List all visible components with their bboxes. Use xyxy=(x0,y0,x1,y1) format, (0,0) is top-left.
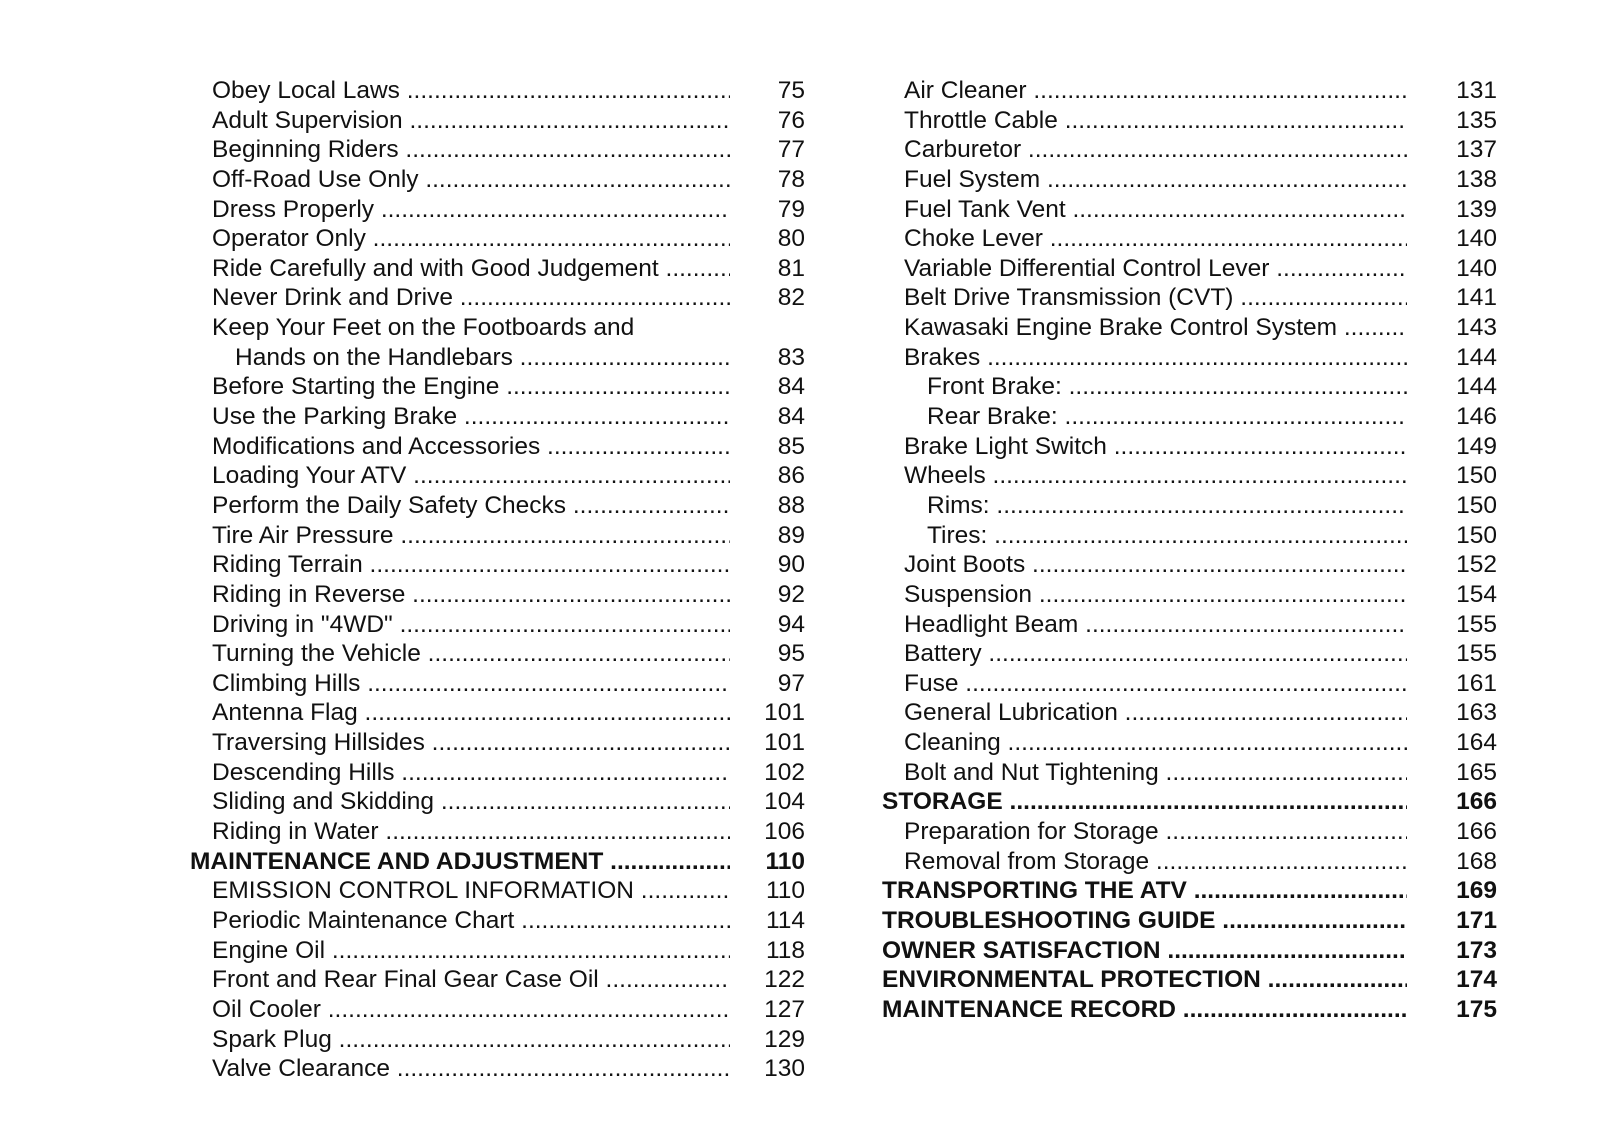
toc-right-column xyxy=(882,76,1497,1025)
toc-entry xyxy=(190,580,805,610)
toc-entry xyxy=(882,698,1497,728)
toc-entry-label: Adult Supervision ..... xyxy=(212,106,730,136)
toc-entry-page-number: 141 xyxy=(1456,284,1497,312)
toc-entry-label: Spark Plug ..... xyxy=(212,1025,730,1055)
toc-entry xyxy=(190,936,805,966)
toc-entry-label: Preparation for Storage ..... xyxy=(904,817,1407,847)
toc-entry-label: Brake Light Switch ..... xyxy=(904,432,1407,462)
toc-entry xyxy=(190,283,805,313)
toc-entry-page-number: 175 xyxy=(1456,995,1497,1023)
toc-entry-label: Fuse ..... xyxy=(904,669,1407,699)
toc-entry-label: Cleaning ..... xyxy=(904,728,1407,758)
toc-entry xyxy=(882,165,1497,195)
toc-entry-label: Never Drink and Drive ..... xyxy=(212,283,730,313)
toc-entry-label: Removal from Storage ..... xyxy=(904,847,1407,877)
toc-entry xyxy=(190,521,805,551)
toc-entry-page-number: 104 xyxy=(764,788,805,816)
toc-entry xyxy=(190,639,805,669)
toc-entry-page-number: 97 xyxy=(777,669,805,697)
toc-entry-label: Belt Drive Transmission (CVT) ..... xyxy=(904,283,1407,313)
toc-entry-page-number: 152 xyxy=(1456,551,1497,579)
toc-entry-label: Modifications and Accessories ..... xyxy=(212,432,730,462)
toc-entry-page-number: 92 xyxy=(777,580,805,608)
toc-entry xyxy=(190,698,805,728)
toc-entry-label: Sliding and Skidding ..... xyxy=(212,787,730,817)
toc-entry-page-number: 80 xyxy=(777,225,805,253)
toc-entry-label: Choke Lever ..... xyxy=(904,224,1407,254)
toc-entry xyxy=(882,817,1497,847)
toc-entry xyxy=(190,165,805,195)
toc-entry xyxy=(882,669,1497,699)
toc-entry-page-number: 143 xyxy=(1456,314,1497,342)
toc-entry xyxy=(882,372,1497,402)
toc-entry-page-number: 169 xyxy=(1456,877,1497,905)
toc-entry-label: Brakes ..... xyxy=(904,343,1407,373)
toc-entry-page-number: 135 xyxy=(1456,106,1497,134)
toc-entry xyxy=(882,787,1497,817)
toc-entry-label: Keep Your Feet on the Footboards and xyxy=(212,314,635,342)
toc-entry xyxy=(882,965,1497,995)
toc-entry-label: Bolt and Nut Tightening ..... xyxy=(904,758,1407,788)
toc-entry-page-number: 171 xyxy=(1456,906,1497,934)
toc-entry-label: Throttle Cable ..... xyxy=(904,106,1407,136)
toc-entry-label: Descending Hills ..... xyxy=(212,758,730,788)
toc-entry-page-number: 154 xyxy=(1456,580,1497,608)
toc-entry-page-number: 150 xyxy=(1456,491,1497,519)
toc-entry-page-number: 78 xyxy=(777,165,805,193)
toc-entry-label: Ride Carefully and with Good Judgement ..... xyxy=(212,254,730,284)
toc-entry-label: Operator Only ..... xyxy=(212,224,730,254)
toc-entry xyxy=(190,995,805,1025)
toc-entry xyxy=(190,758,805,788)
toc-entry xyxy=(190,906,805,936)
toc-entry-page-number: 114 xyxy=(765,906,805,934)
toc-entry-page-number: 95 xyxy=(777,640,805,668)
toc-entry-page-number: 94 xyxy=(777,610,805,638)
toc-entry-page-number: 127 xyxy=(764,995,805,1023)
toc-entry-page-number: 110 xyxy=(765,877,805,905)
toc-entry xyxy=(190,224,805,254)
toc-entry xyxy=(882,283,1497,313)
toc-entry-label: Driving in "4WD" ..... xyxy=(212,610,730,640)
toc-entry-page-number: 110 xyxy=(765,847,805,875)
toc-entry-page-number: 144 xyxy=(1456,343,1497,371)
toc-entry-label: MAINTENANCE AND ADJUSTMENT ..... xyxy=(190,847,730,877)
toc-entry xyxy=(882,847,1497,877)
toc-entry-page-number: 149 xyxy=(1456,432,1497,460)
toc-entry xyxy=(882,343,1497,373)
toc-entry xyxy=(882,432,1497,462)
toc-entry xyxy=(190,135,805,165)
toc-entry-label: Valve Clearance ..... xyxy=(212,1054,730,1084)
toc-entry-label: Traversing Hillsides ..... xyxy=(212,728,730,758)
toc-entry-page-number: 77 xyxy=(777,136,805,164)
toc-entry xyxy=(882,995,1497,1025)
toc-entry-label: Riding in Reverse ..... xyxy=(212,580,730,610)
toc-entry-label: Fuel Tank Vent ..... xyxy=(904,195,1407,225)
toc-entry-page-number: 88 xyxy=(777,491,805,519)
toc-entry-label: Air Cleaner ..... xyxy=(904,76,1407,106)
toc-entry-label: Battery ..... xyxy=(904,639,1407,669)
toc-entry-page-number: 168 xyxy=(1456,847,1497,875)
toc-entry xyxy=(882,461,1497,491)
toc-entry-page-number: 137 xyxy=(1456,136,1497,164)
toc-entry-label: OWNER SATISFACTION ..... xyxy=(882,936,1407,966)
toc-entry xyxy=(190,1025,805,1055)
toc-entry-label: Riding in Water ..... xyxy=(212,817,730,847)
toc-entry xyxy=(190,787,805,817)
toc-entry-page-number: 118 xyxy=(765,936,805,964)
toc-entry-label: Headlight Beam ..... xyxy=(904,610,1407,640)
toc-entry-label: ENVIRONMENTAL PROTECTION ..... xyxy=(882,965,1407,995)
toc-entry-label: Hands on the Handlebars ..... xyxy=(235,343,730,373)
toc-entry xyxy=(190,343,805,373)
toc-entry-label: Fuel System ..... xyxy=(904,165,1407,195)
toc-entry-page-number: 140 xyxy=(1456,254,1497,282)
toc-entry-page-number: 106 xyxy=(764,818,805,846)
toc-entry-page-number: 130 xyxy=(764,1055,805,1083)
toc-entry-label: Joint Boots ..... xyxy=(904,550,1407,580)
toc-entry-label: Carburetor ..... xyxy=(904,135,1407,165)
toc-entry xyxy=(190,76,805,106)
toc-entry-label: Kawasaki Engine Brake Control System ..... xyxy=(904,313,1407,343)
toc-entry-page-number: 173 xyxy=(1456,936,1497,964)
toc-entry-label: EMISSION CONTROL INFORMATION ..... xyxy=(212,876,730,906)
toc-entry-label: Antenna Flag ..... xyxy=(212,698,730,728)
toc-entry xyxy=(882,639,1497,669)
toc-entry xyxy=(882,313,1497,343)
toc-entry-page-number: 89 xyxy=(777,521,805,549)
toc-entry-page-number: 146 xyxy=(1456,403,1497,431)
toc-entry-label: Loading Your ATV ..... xyxy=(212,461,730,491)
toc-entry xyxy=(190,847,805,877)
toc-entry-page-number: 139 xyxy=(1456,195,1497,223)
toc-entry-label: Suspension ..... xyxy=(904,580,1407,610)
toc-entry-label: Turning the Vehicle ..... xyxy=(212,639,730,669)
toc-entry xyxy=(882,728,1497,758)
toc-entry xyxy=(190,1054,805,1084)
toc-entry xyxy=(882,254,1497,284)
toc-entry-page-number: 166 xyxy=(1456,818,1497,846)
toc-entry-label: TRANSPORTING THE ATV ..... xyxy=(882,876,1407,906)
toc-entry xyxy=(190,432,805,462)
toc-entry-page-number: 131 xyxy=(1456,77,1497,104)
toc-entry-page-number: 140 xyxy=(1456,225,1497,253)
toc-entry-page-number: 164 xyxy=(1456,729,1497,757)
toc-entry xyxy=(882,521,1497,551)
toc-entry-page-number: 102 xyxy=(764,758,805,786)
toc-entry-page-number: 138 xyxy=(1456,165,1497,193)
toc-entry xyxy=(882,76,1497,106)
toc-entry-page-number: 81 xyxy=(777,254,805,282)
toc-entry xyxy=(190,461,805,491)
toc-entry xyxy=(190,106,805,136)
toc-entry xyxy=(190,491,805,521)
toc-entry xyxy=(190,550,805,580)
toc-entry-label: Obey Local Laws ..... xyxy=(212,76,730,106)
toc-entry-label: Climbing Hills ..... xyxy=(212,669,730,699)
toc-entry-page-number: 76 xyxy=(777,106,805,134)
toc-entry xyxy=(882,106,1497,136)
toc-entry-label: Tire Air Pressure ..... xyxy=(212,521,730,551)
toc-entry xyxy=(190,372,805,402)
toc-entry-label: Off-Road Use Only ..... xyxy=(212,165,730,195)
toc-entry-label: Variable Differential Control Lever ..... xyxy=(904,254,1407,284)
toc-entry-page-number: 90 xyxy=(777,551,805,579)
toc-entry-label: Riding Terrain ..... xyxy=(212,550,730,580)
toc-entry xyxy=(882,758,1497,788)
toc-entry-label: Engine Oil ..... xyxy=(212,936,730,966)
toc-entry xyxy=(190,669,805,699)
toc-entry-page-number: 150 xyxy=(1456,462,1497,490)
toc-entry-label: STORAGE ..... xyxy=(882,787,1407,817)
toc-entry-page-number: 144 xyxy=(1456,373,1497,401)
toc-entry xyxy=(882,550,1497,580)
toc-entry-label: Dress Properly ..... xyxy=(212,195,730,225)
toc-entry xyxy=(882,195,1497,225)
toc-entry-page-number: 129 xyxy=(764,1025,805,1053)
toc-entry xyxy=(882,580,1497,610)
toc-entry xyxy=(882,135,1497,165)
toc-entry-page-number: 122 xyxy=(764,966,805,994)
toc-entry xyxy=(190,313,805,343)
toc-entry xyxy=(190,965,805,995)
toc-entry-page-number: 83 xyxy=(777,343,805,371)
toc-entry-label: Perform the Daily Safety Checks ..... xyxy=(212,491,730,521)
toc-entry-label: Rear Brake: ..... xyxy=(927,402,1407,432)
toc-entry-label: Periodic Maintenance Chart ..... xyxy=(212,906,730,936)
toc-entry-label: TROUBLESHOOTING GUIDE ..... xyxy=(882,906,1407,936)
toc-entry-page-number: 84 xyxy=(777,373,805,401)
toc-entry xyxy=(190,402,805,432)
toc-entry xyxy=(882,224,1497,254)
toc-entry-page-number: 174 xyxy=(1456,966,1497,994)
toc-entry-page-number: 163 xyxy=(1456,699,1497,727)
toc-entry-page-number: 84 xyxy=(777,403,805,431)
toc-entry-page-number: 101 xyxy=(764,699,805,727)
toc-entry xyxy=(190,254,805,284)
toc-entry-label: Tires: ..... xyxy=(927,521,1407,551)
toc-entry-page-number: 161 xyxy=(1456,669,1497,697)
toc-entry-page-number: 166 xyxy=(1456,788,1497,816)
toc-entry-label: Oil Cooler ..... xyxy=(212,995,730,1025)
toc-entry-label: General Lubrication ..... xyxy=(904,698,1407,728)
toc-entry-page-number: 86 xyxy=(777,462,805,490)
toc-entry-page-number: 155 xyxy=(1456,610,1497,638)
toc-entry xyxy=(190,876,805,906)
toc-entry xyxy=(190,610,805,640)
toc-entry-page-number: 101 xyxy=(764,729,805,757)
toc-entry-label: Front Brake: ..... xyxy=(927,372,1407,402)
toc-entry xyxy=(882,936,1497,966)
toc-entry-label: MAINTENANCE RECORD ..... xyxy=(882,995,1407,1025)
toc-entry-page-number: 150 xyxy=(1456,521,1497,549)
toc-entry-label: Front and Rear Final Gear Case Oil ..... xyxy=(212,965,730,995)
toc-entry-page-number: 85 xyxy=(777,432,805,460)
toc-entry xyxy=(882,610,1497,640)
toc-entry-page-number: 75 xyxy=(777,77,805,104)
toc-entry-page-number: 155 xyxy=(1456,640,1497,668)
toc-entry xyxy=(190,728,805,758)
toc-entry-label: Rims: ..... xyxy=(927,491,1407,521)
toc-entry xyxy=(190,195,805,225)
toc-entry-label: Before Starting the Engine ..... xyxy=(212,372,730,402)
toc-entry-page-number: 79 xyxy=(777,195,805,223)
toc-entry xyxy=(882,402,1497,432)
toc-entry-page-number: 82 xyxy=(777,284,805,312)
toc-entry-label: Wheels ..... xyxy=(904,461,1407,491)
toc-entry xyxy=(190,817,805,847)
toc-entry xyxy=(882,876,1497,906)
toc-entry-label: Beginning Riders ..... xyxy=(212,135,730,165)
toc-entry-page-number: 165 xyxy=(1456,758,1497,786)
toc-entry xyxy=(882,491,1497,521)
toc-entry-label: Use the Parking Brake ..... xyxy=(212,402,730,432)
toc-left-column xyxy=(190,76,805,1084)
toc-entry xyxy=(882,906,1497,936)
